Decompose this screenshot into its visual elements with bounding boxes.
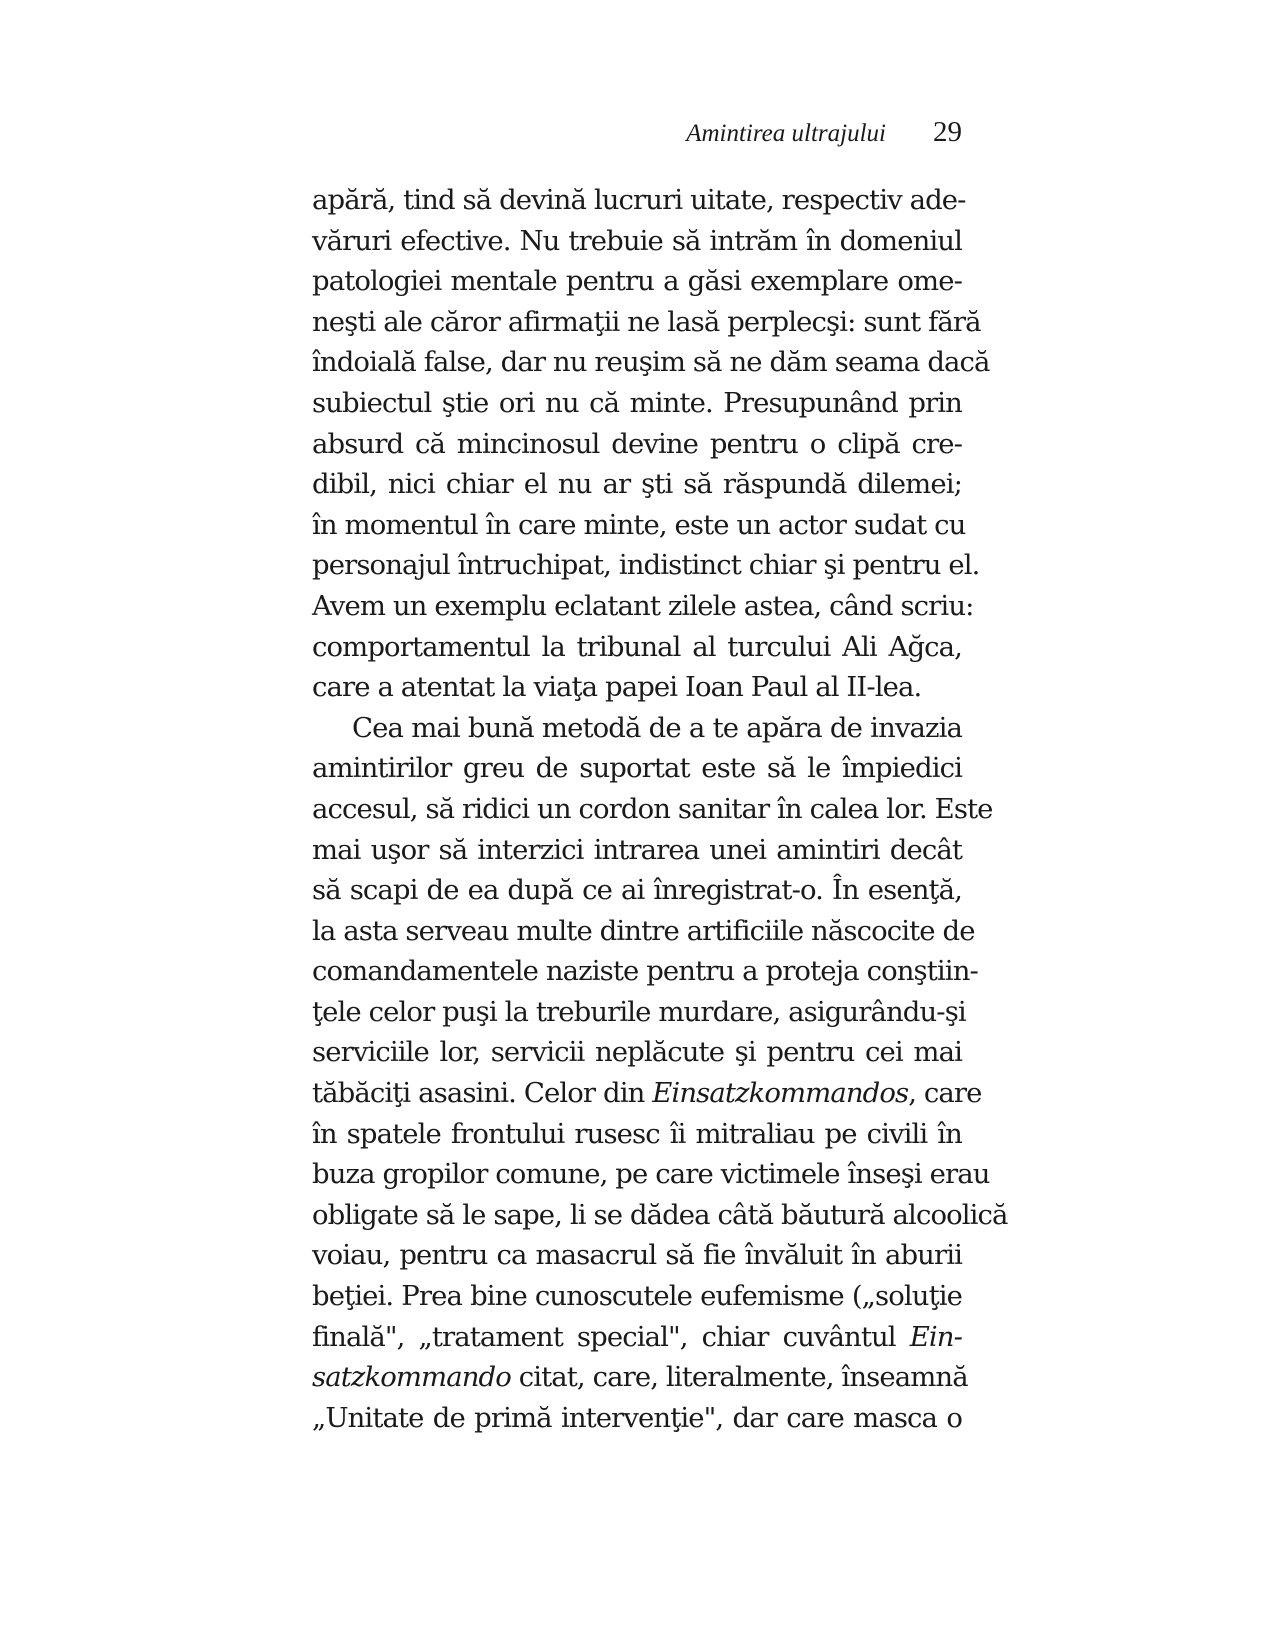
text-line: mai uşor să interzici intrarea unei amintiri decât: [312, 833, 962, 866]
italic-term: satzkommando: [312, 1361, 511, 1394]
text-line: amintirilor greu de suportat este să le împiedici: [312, 752, 962, 785]
text-line: subiectul ştie ori nu că minte. Presupunând prin: [312, 386, 962, 419]
text-line: îndoială false, dar nu reuşim să ne dăm seama dacă: [312, 346, 990, 379]
text-line: la asta serveau multe dintre artificiile născocite de: [312, 914, 975, 947]
text-line: văruri efective. Nu trebuie să intrăm în domeniul: [312, 224, 962, 257]
text-segment: , care: [908, 1077, 982, 1110]
body-text: [312, 180, 1008, 1438]
running-title: Amintirea ultrajului: [686, 120, 886, 147]
text-line: absurd că mincinosul devine pentru o clipă cre-: [312, 427, 962, 460]
text-line: dibil, nici chiar el nu ar şti să răspundă dilemei;: [312, 468, 962, 501]
text-line: Cea mai bună metodă de a te apăra de invazia: [352, 711, 962, 744]
text-line: în momentul în care minte, este un actor sudat cu: [312, 508, 966, 541]
text-line: Avem un exemplu eclatant zilele astea, când scriu:: [312, 589, 974, 622]
text-line: serviciile lor, servicii neplăcute şi pentru cei mai: [312, 1036, 962, 1069]
text-line: buza gropilor comune, pe care victimele înseşi erau: [312, 1158, 990, 1191]
italic-term: Ein-: [909, 1320, 962, 1353]
text-line: [312, 1073, 982, 1114]
text-line: accesul, să ridici un cordon sanitar în calea lor. Este: [312, 792, 993, 825]
text-line: ţele celor puşi la treburile murdare, asigurându-şi: [312, 995, 966, 1028]
text-line: personajul întruchipat, indistinct chiar şi pentru el.: [312, 549, 980, 582]
text-line: patologiei mentale pentru a găsi exemplare ome-: [312, 265, 962, 298]
text-line: obligate să le sape, li se dădea câtă băutură alcoolică: [312, 1198, 1008, 1231]
text-line: beţiei. Prea bine cunoscutele eufemisme („soluţie: [312, 1280, 962, 1313]
text-line: comandamentele naziste pentru a proteja conştiin-: [312, 955, 978, 988]
text-segment: tăbăciţi asasini. Celor din: [312, 1077, 653, 1110]
text-segment: citat, care, literalmente, înseamnă: [510, 1361, 968, 1394]
italic-term: Einsatzkommandos: [652, 1077, 909, 1110]
text-line: voiau, pentru ca masacrul să fie învăluit în aburii: [312, 1239, 962, 1272]
paragraph-1: [312, 180, 990, 708]
text-line: „Unitate de primă intervenţie", dar care masca o: [312, 1401, 962, 1434]
text-line: comportamentul la tribunal al turcului Ali Ağca,: [312, 630, 962, 663]
text-segment: finală", „tratament special", chiar cuvântul: [312, 1320, 910, 1353]
page-number: 29: [933, 116, 962, 148]
text-line: neşti ale căror afirmaţii ne lasă perplecşi: sunt fără: [312, 305, 981, 338]
text-line: apără, tind să devină lucruri uitate, respectiv ade-: [312, 184, 966, 216]
text-line: [312, 1357, 968, 1398]
text-line: care a atentat la viaţa papei Ioan Paul al II-lea.: [312, 671, 922, 704]
text-line: în spatele frontului rusesc îi mitraliau pe civili în: [312, 1117, 962, 1150]
paragraph-2: [312, 708, 1008, 1439]
text-line: să scapi de ea după ce ai înregistrat-o. În esenţă,: [312, 874, 962, 907]
page-header: [312, 116, 962, 156]
text-line: [312, 1317, 962, 1358]
